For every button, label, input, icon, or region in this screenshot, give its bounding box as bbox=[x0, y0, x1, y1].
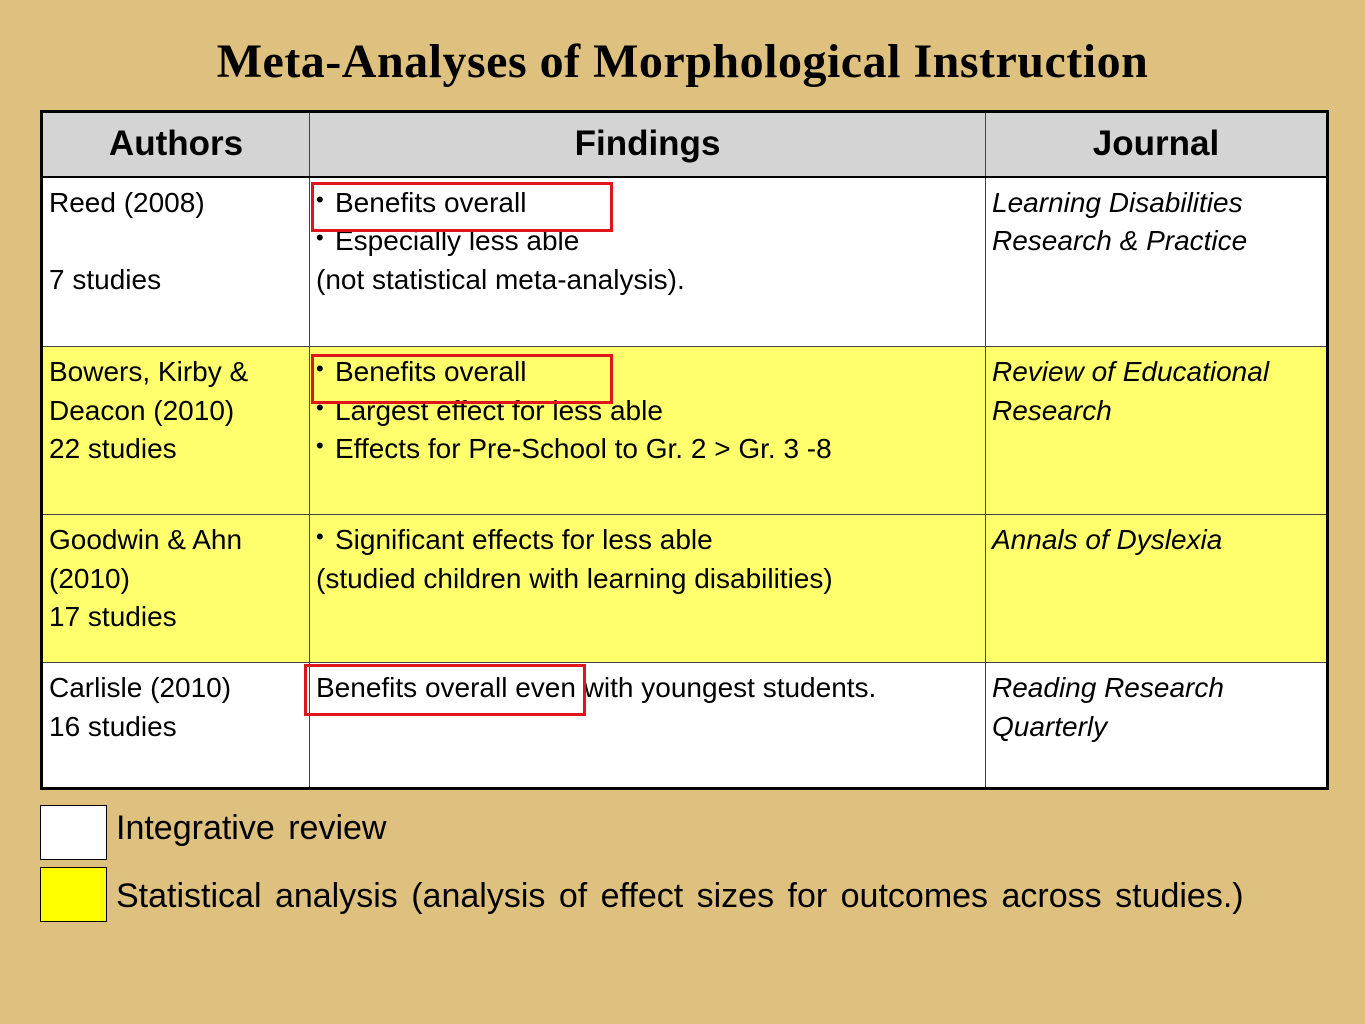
author-name: Deacon (2010) bbox=[49, 394, 235, 426]
findings-cell bbox=[310, 663, 986, 789]
header-findings: Findings bbox=[310, 112, 986, 177]
table-header-row bbox=[42, 112, 1328, 177]
study-count: 16 studies bbox=[49, 710, 177, 742]
findings-cell bbox=[310, 177, 986, 347]
journal-cell: Review of Educational Research bbox=[986, 347, 1328, 515]
study-count: 22 studies bbox=[49, 433, 177, 464]
author-name: Reed (2008) bbox=[49, 186, 205, 218]
table-row bbox=[42, 663, 1328, 789]
journal-cell: Annals of Dyslexia bbox=[986, 515, 1328, 663]
journal-cell: Learning Disabilities Research & Practice bbox=[986, 177, 1328, 347]
study-count: 17 studies bbox=[49, 601, 177, 632]
page-title: Meta-Analyses of Morphological Instruction bbox=[216, 35, 1149, 88]
finding-bullet: • Effects for Pre-School to Gr. 2 > Gr. 3 -8 bbox=[316, 433, 832, 464]
finding-bullet: • Especially less able bbox=[316, 225, 580, 256]
finding-text: Benefits overall even with youngest students. bbox=[316, 672, 877, 703]
table-row bbox=[42, 347, 1328, 515]
findings-cell bbox=[310, 515, 986, 663]
header-journal: Journal bbox=[986, 112, 1328, 177]
legend-swatch-statistical bbox=[40, 867, 107, 922]
authors-cell bbox=[42, 347, 310, 515]
finding-bullet: • Largest effect for less able bbox=[316, 394, 663, 426]
legend-label-statistical: Statistical analysis (analysis of effect sizes for outcomes across studies.) bbox=[116, 877, 1244, 915]
authors-cell bbox=[42, 515, 310, 663]
study-count: 7 studies bbox=[49, 263, 162, 295]
journal-cell: Reading Research Quarterly bbox=[986, 663, 1328, 789]
legend-swatch-integrative bbox=[40, 805, 107, 860]
header-authors: Authors bbox=[42, 112, 310, 177]
author-name: (2010) bbox=[49, 562, 130, 594]
author-name: Goodwin & Ahn bbox=[49, 524, 243, 555]
table-row bbox=[42, 515, 1328, 663]
finding-note: (not statistical meta-analysis). bbox=[316, 263, 685, 295]
table-row bbox=[42, 177, 1328, 347]
finding-bullet: • Significant effects for less able bbox=[316, 524, 713, 555]
finding-bullet: • Benefits overall bbox=[316, 186, 527, 218]
finding-bullet: • Benefits overall bbox=[316, 356, 527, 387]
author-name: Bowers, Kirby & bbox=[49, 356, 249, 387]
legend-label-integrative: Integrative review bbox=[116, 809, 387, 847]
authors-cell bbox=[42, 177, 310, 347]
findings-cell bbox=[310, 347, 986, 515]
authors-cell bbox=[42, 663, 310, 789]
meta-analyses-table bbox=[40, 110, 1329, 790]
author-name: Carlisle (2010) bbox=[49, 672, 232, 703]
finding-note: (studied children with learning disabilities) bbox=[316, 562, 833, 594]
